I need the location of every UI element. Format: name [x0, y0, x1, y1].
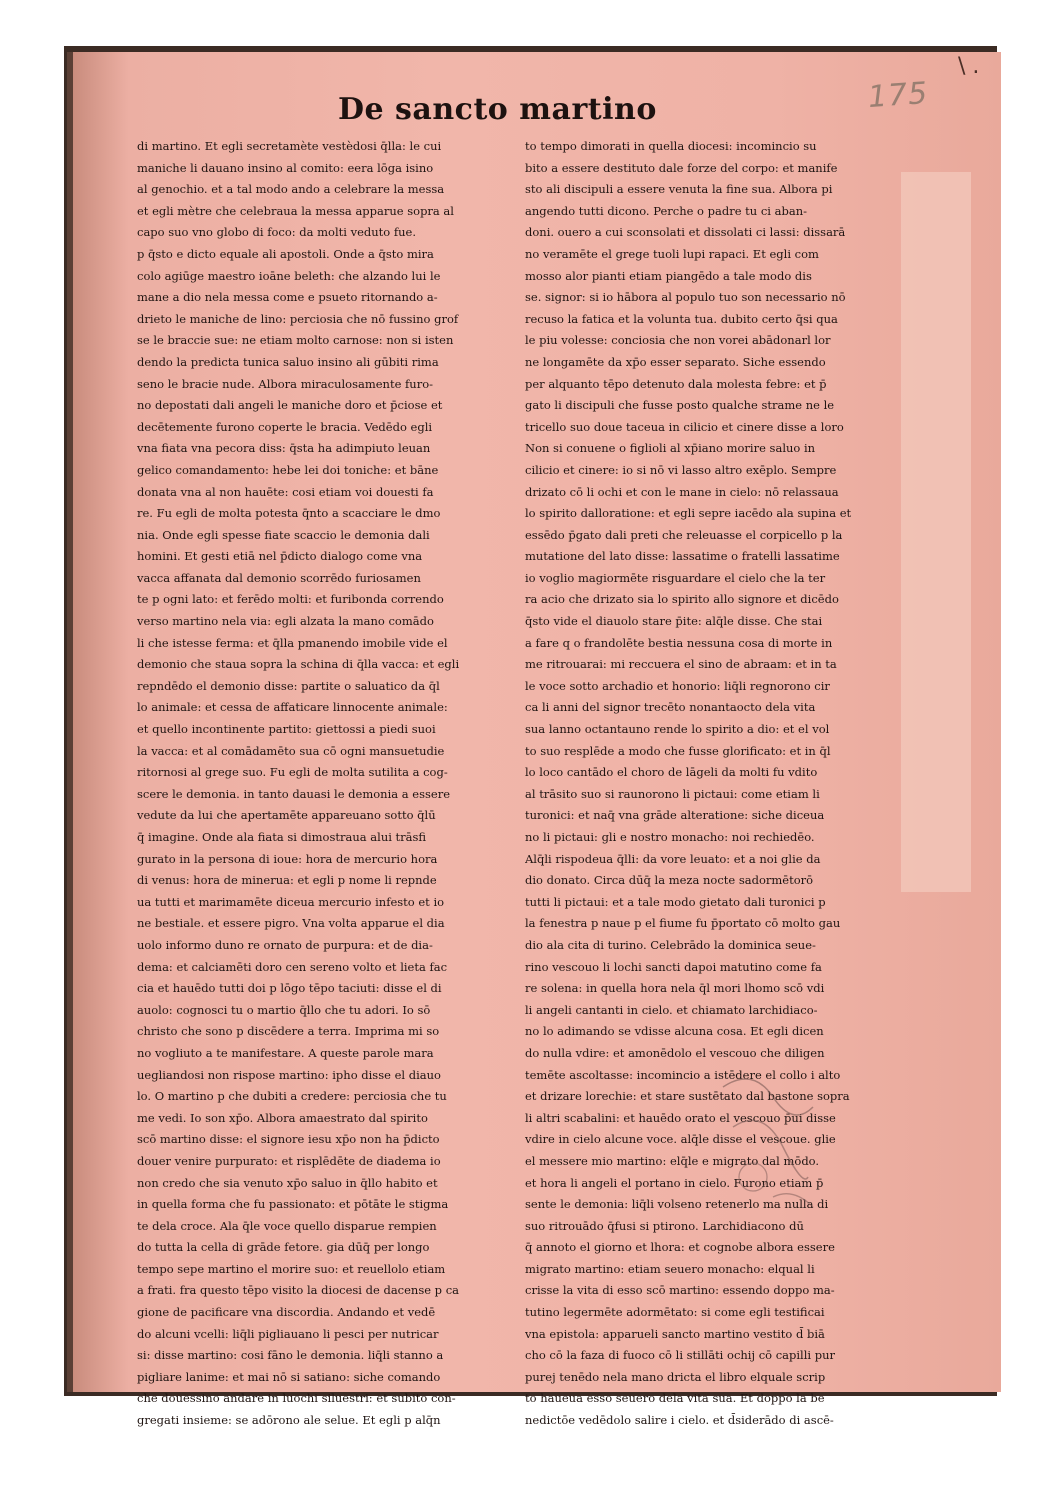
- text-column-left: [137, 136, 501, 1432]
- text-line: no veramēte el grege tuoli lupi rapaci. Et egli com: [525, 246, 819, 261]
- text-line: auolo: cognosci tu o martio q̄llo che tu adori. Io sō: [137, 1002, 431, 1017]
- text-line: mosso alor pianti etiam piangēdo a tale modo dis: [525, 268, 812, 283]
- text-line: ra acio che drizato sia lo spirito allo signore et dicēdo: [525, 592, 839, 607]
- paper-stain: [901, 172, 971, 892]
- text-line: lo loco cantādo el choro de lāgeli da molti fu vdito: [525, 765, 818, 780]
- text-line: verso martino nela via: egli alzata la mano comādo: [137, 614, 434, 629]
- text-line: dio ala cita di turino. Celebrādo la dominica seue-: [525, 937, 816, 952]
- text-line: te dela croce. Ala q̄le voce quello disparue rempien: [137, 1218, 437, 1233]
- text-line: cilicio et cinere: io si nō vi lasso altro exēplo. Sempre: [525, 462, 837, 477]
- text-line: turonici: et naq̄ vna grāde alteratione: siche diceua: [525, 808, 825, 823]
- folio-number: 175: [866, 75, 930, 116]
- text-line: angendo tutti dicono. Perche o padre tu ci aban-: [525, 203, 807, 218]
- text-line: do alcuni vcelli: liq̄li pigliauano li pesci per nutricar: [137, 1326, 439, 1341]
- text-line: dio donato. Circa dūq̄ la meza nocte sadormētorō: [525, 873, 814, 888]
- text-line: dema: et calciamēti doro cen sereno volto et lieta fac: [137, 959, 448, 974]
- text-line: Non si conuene o figlioli al xp̄iano morire saluo in: [525, 441, 816, 456]
- text-line: sto ali discipuli a essere venuta la fine sua. Albora pi: [525, 182, 833, 197]
- text-line: tutino legermēte adormētato: si come egli testificai: [525, 1305, 825, 1320]
- text-line: vacca affanata dal demonio scorrēdo furiosamen: [137, 570, 421, 585]
- text-line: purej tenēdo nela mano dricta el libro elquale scrip: [525, 1369, 826, 1384]
- incunable-leaf: [67, 52, 1001, 1428]
- text-line: li altri scabalini: et hauēdo orato el vescouo p̄ui disse: [525, 1110, 836, 1125]
- text-line: recuso la fatica et la volunta tua. dubito certo q̄si qua: [525, 311, 838, 326]
- text-line: lo. O martino p che dubiti a credere: perciosia che tu: [137, 1089, 447, 1104]
- text-line: q̄ imagine. Onde ala fiata si dimostraua alui trāsfi: [137, 830, 427, 844]
- text-line: et drizare lorechie: et stare sustētato dal bastone sopra: [525, 1089, 850, 1104]
- text-line: el messere mio martino: elq̄le e migrato dal mōdo.: [525, 1153, 820, 1168]
- text-line: la vacca: et al comādamēto sua cō ogni mansuetudie: [137, 743, 445, 758]
- text-line: in quella forma che fu passionato: et pōtāte le stigma: [137, 1197, 449, 1212]
- text-line: rino vescouo li lochi sancti dapoi matutino come fa: [525, 959, 822, 974]
- text-line: se. signor: si io hābora al populo tuo son necessario nō: [525, 290, 846, 305]
- text-line: gione de pacificare vna discordia. Andando et vedē: [137, 1305, 436, 1320]
- text-line: cia et hauēdo tutti doi p lōgo tēpo taciuti: disse el di: [137, 981, 442, 996]
- text-line: tempo sepe martino el morire suo: et reuellolo etiam: [137, 1261, 446, 1276]
- text-line: essēdo p̄gato dali preti che releuasse el corpicello p la: [525, 527, 843, 542]
- text-line: ritornosi al grege suo. Fu egli de molta sutilita a cog-: [137, 765, 448, 780]
- text-line: no lo adimando se vdisse alcuna cosa. Et egli dicen: [525, 1024, 824, 1039]
- text-line: che douessino andare in luochi siluestri: et subito con-: [137, 1391, 456, 1406]
- text-line: drieto le maniche de lino: perciosia che nō fussino grof: [137, 311, 459, 326]
- text-line: uegliandosi non rispose martino: ipho disse el diauo: [137, 1067, 441, 1082]
- text-line: scere le demonia. in tanto dauasi le demonia a essere: [137, 786, 450, 801]
- text-line: doni. ouero a cui sconsolati et dissolati ci lassi: dissarā: [525, 225, 846, 240]
- text-line: et hora li angeli el portano in cielo. Furono etiam p̄: [525, 1175, 824, 1190]
- text-line: gato li discipuli che fusse posto qualche strame ne le: [525, 398, 835, 413]
- text-line: di martino. Et egli secretamète vestèdosi q̄lla: le cui: [137, 139, 442, 153]
- text-line: lo spirito dalloratione: et egli sepre iacēdo ala supina et: [525, 506, 852, 521]
- text-line: a fare q o frandolēte bestia nessuna cosa di morte in: [525, 635, 833, 650]
- text-line: douer venire purpurato: et risplēdēte de diadema io: [137, 1153, 441, 1168]
- corner-mark: \ .: [958, 54, 980, 79]
- text-line: mutatione del lato disse: lassatime o fratelli lassatime: [525, 549, 840, 564]
- text-line: gurato in la persona di ioue: hora de mercurio hora: [137, 851, 438, 866]
- text-line: to tempo dimorati in quella diocesi: incomincio su: [525, 139, 817, 153]
- text-line: maniche li dauano insino al comito: eera lōga isino: [137, 160, 434, 175]
- text-line: no li pictaui: gli e nostro monacho: noi rechiedēo.: [525, 830, 815, 844]
- text-line: no depostati dali angeli le maniche doro et p̄ciose et: [137, 398, 443, 413]
- text-line: le piu volesse: conciosia che non vorei abādonarl lor: [525, 333, 831, 348]
- text-line: dendo la predicta tunica saluo insino ali gūbiti rima: [137, 354, 439, 369]
- text-line: li angeli cantanti in cielo. et chiamato larchidiaco-: [525, 1002, 818, 1017]
- text-line: me ritrouarai: mi reccuera el sino de abraam: et in ta: [525, 657, 837, 672]
- running-title: De sancto martino: [338, 92, 657, 127]
- text-line: migrato martino: etiam seuero monacho: elqual li: [525, 1261, 815, 1276]
- text-line: vdire in cielo alcune voce. alq̄le disse el vescoue. glie: [525, 1132, 836, 1147]
- text-line: a frati. fra questo tēpo visito la diocesi de dacense p ca: [137, 1283, 459, 1298]
- text-line: le voce sotto archadio et honorio: liq̄li regnorono cir: [525, 678, 830, 693]
- text-line: al trāsito suo si raunorono li pictaui: come etiam li: [525, 786, 820, 801]
- text-line: Alq̄li rispodeua q̄lli: da vore leuato: et a noi glie da: [525, 851, 821, 866]
- text-line: to haueua esso seuero dela vita sua. Et doppo la be: [525, 1391, 825, 1406]
- text-line: io voglio magiormēte risguardare el cielo che la ter: [525, 570, 826, 585]
- text-line: tutti li pictaui: et a tale modo gietato dali turonici p: [525, 894, 826, 909]
- text-line: colo agiūge maestro ioāne beleth: che alzando lui le: [137, 268, 441, 283]
- scanned-page-frame: [64, 46, 997, 1428]
- text-line: gregati insieme: se adōrono ale selue. Et egli p alq̄n: [137, 1413, 441, 1428]
- text-line: vedute da lui che apertamēte appareuano sotto q̄lū: [137, 808, 436, 823]
- text-line: drizato cō li ochi et con le mane in cielo: nō relassaua: [525, 484, 839, 499]
- text-line: la fenestra p naue p el fiume fu p̄portato cō molto gau: [525, 916, 841, 931]
- text-line: et egli mètre che celebraua la messa apparue sopra al: [137, 203, 454, 218]
- text-line: capo suo vno globo di foco: da molti veduto fue.: [137, 225, 417, 240]
- text-line: q̄ annoto el giorno et lhora: et cognobe albora essere: [525, 1240, 835, 1255]
- text-line: nia. Onde egli spesse fiate scaccio le demonia dali: [137, 527, 430, 542]
- text-line: temēte ascoltasse: incomincio a istēdere el collo i alto: [525, 1067, 841, 1082]
- text-line: mane a dio nela messa come e psueto ritornando a-: [137, 290, 438, 305]
- text-line: li che istesse ferma: et q̄lla pmanendo imobile vide el: [137, 635, 448, 650]
- text-line: non credo che sia venuto xp̄o saluo in q̄llo habito et: [137, 1175, 438, 1190]
- text-line: seno le bracie nude. Albora miraculosamente furo-: [137, 376, 434, 391]
- text-line: scō martino disse: el signore iesu xp̄o non ha p̄dicto: [137, 1132, 440, 1147]
- text-line: per alquanto tēpo detenuto dala molesta febre: et p̄: [525, 376, 827, 391]
- text-line: q̄sto vide el diauolo stare p̄ite: alq̄le disse. Che stai: [525, 614, 823, 629]
- text-line: p q̄sto e dicto equale ali apostoli. Onde a q̄sto mira: [137, 246, 434, 261]
- text-line: ua tutti et marimamēte diceua mercurio infesto et io: [137, 894, 445, 909]
- text-line: te p ogni lato: et ferēdo molti: et furibonda correndo: [137, 592, 444, 607]
- text-line: crisse la vita di esso scō martino: essendo doppo ma-: [525, 1283, 835, 1298]
- text-line: lo animale: et cessa de affaticare linnocente animale:: [137, 700, 448, 715]
- text-line: vna epistola: apparueli sancto martino vestito d̄ biā: [525, 1326, 825, 1341]
- text-line: tricello suo doue taceua in cilicio et cinere disse a loro: [525, 419, 844, 434]
- text-line: me vedi. Io son xp̄o. Albora amaestrato dal spirito: [137, 1110, 428, 1125]
- text-line: cho cō la faza di fuoco cō li stillāti ochij cō capilli pur: [525, 1348, 836, 1363]
- text-line: nedictōe vedēdolo salire i cielo. et d̄siderādo di ascē-: [525, 1413, 834, 1428]
- text-line: ne bestiale. et essere pigro. Vna volta apparue el dia: [137, 916, 445, 931]
- text-line: donata vna al non hauēte: cosi etiam voi douesti fa: [137, 484, 434, 499]
- text-line: bito a essere destituto dale forze del corpo: et manife: [525, 160, 838, 175]
- text-line: vna fiata vna pecora diss: q̄sta ha adimpiuto leuan: [137, 441, 431, 456]
- text-line: ne longamēte da xp̄o esser separato. Siche essendo: [525, 354, 826, 369]
- text-line: do tutta la cella di grāde fetore. gia dūq̄ per longo: [137, 1240, 430, 1255]
- text-line: al genochio. et a tal modo ando a celebrare la messa: [137, 182, 445, 197]
- text-line: suo ritrouādo q̄fusi si ptirono. Larchidiacono dū: [525, 1218, 804, 1233]
- text-line: sente le demonia: liq̄li volseno retenerlo ma nulla di: [525, 1197, 829, 1212]
- text-line: et quello incontinente partito: giettossi a piedi suoi: [137, 722, 436, 737]
- text-line: do nulla vdire: et amonēdolo el vescouo che diligen: [525, 1045, 825, 1060]
- text-line: repndēdo el demonio disse: partite o saluatico da q̄l: [137, 678, 440, 693]
- text-line: demonio che staua sopra la schina di q̄lla vacca: et egli: [137, 657, 460, 672]
- text-line: decētemente furono coperte le bracia. Vedēdo egli: [137, 419, 433, 434]
- text-line: homini. Et gesti etiā nel p̄dicto dialogo come vna: [137, 549, 423, 564]
- text-line: no vogliuto a te manifestare. A queste parole mara: [137, 1045, 434, 1060]
- text-line: sua lanno octantauno rende lo spirito a dio: et el vol: [525, 722, 830, 737]
- text-line: to suo resplēde a modo che fusse glorificato: et in q̄l: [525, 743, 831, 758]
- text-line: re. Fu egli de molta potesta q̄nto a scacciare le dmo: [137, 506, 441, 521]
- text-line: si: disse martino: cosi fāno le demonia. liq̄li stanno a: [137, 1348, 444, 1363]
- text-line: christo che sono p discēdere a terra. Imprima mi so: [137, 1024, 440, 1039]
- marginal-scribble-drawing: [713, 1067, 823, 1217]
- text-line: ca li anni del signor trecēto nonantaocto dela vita: [525, 700, 816, 715]
- text-line: gelico comandamento: hebe lei doi toniche: et bāne: [137, 462, 439, 477]
- text-line: se le braccie sue: ne etiam molto carnose: non si isten: [137, 333, 454, 348]
- text-line: uolo informo duno re ornato de purpura: et de dia-: [137, 937, 433, 952]
- text-line: pigliare lanime: et mai nō si satiano: siche comando: [137, 1369, 441, 1384]
- text-line: re solena: in quella hora nela q̄l mori lhomo scō vdi: [525, 981, 825, 996]
- text-column-right: [525, 136, 889, 1432]
- text-line: di venus: hora de minerua: et egli p nome li repnde: [137, 873, 437, 888]
